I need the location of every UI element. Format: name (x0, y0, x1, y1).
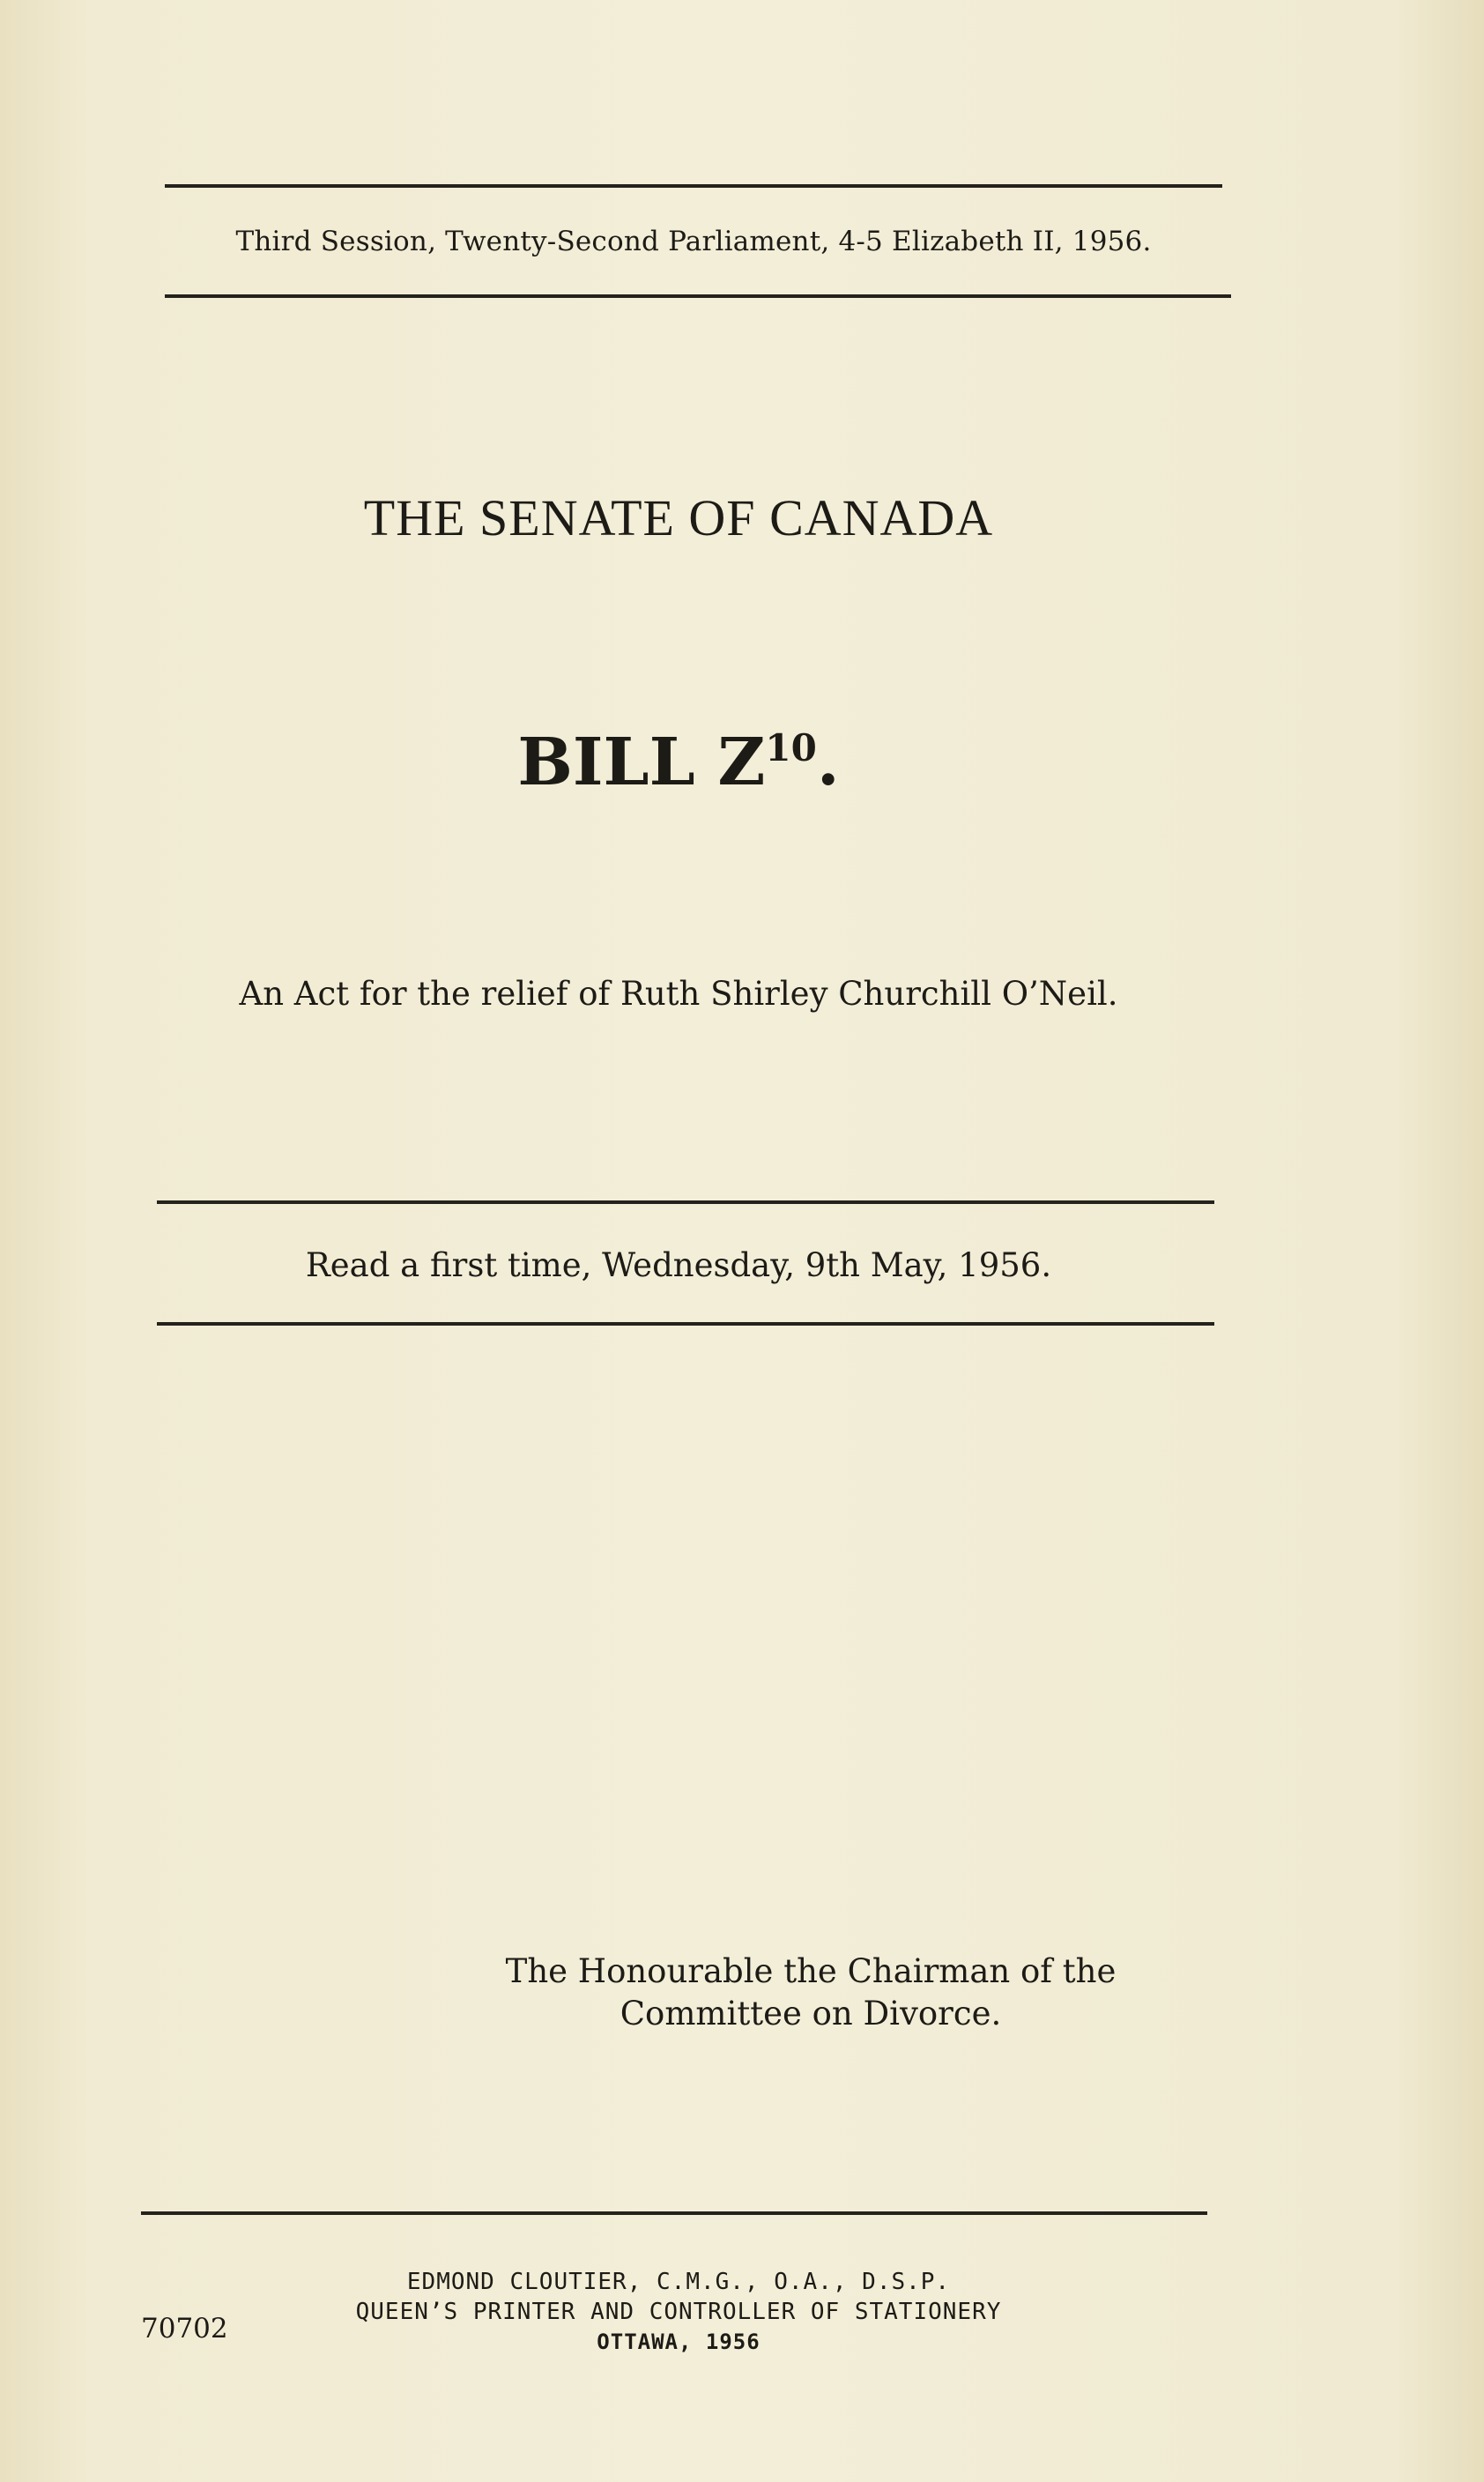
first-reading-line: Read a first time, Wednesday, 9th May, 1956. (305, 1246, 1052, 1284)
printer-city-year: OTTAWA, 1956 (597, 2330, 761, 2354)
bill-number (0, 725, 1357, 800)
bill-superscript: 10 (765, 726, 817, 769)
act-rule (157, 1200, 1214, 1204)
reading-rule (157, 1322, 1214, 1326)
session-rule (165, 294, 1231, 298)
chamber-title: THE SENATE OF CANADA (363, 489, 994, 546)
top-rule (165, 184, 1222, 188)
printer-name: EDMOND CLOUTIER, C.M.G., O.A., D.S.P. (406, 2269, 951, 2295)
sponsor-line-2: Committee on Divorce. (620, 1995, 1002, 2032)
sponsor (458, 1951, 1163, 2035)
footer-rule (141, 2211, 1207, 2215)
act-title: An Act for the relief of Ruth Shirley Churchill O’Neil. (239, 975, 1118, 1013)
bill-prefix: BILL Z (517, 725, 766, 800)
printer-block (220, 2267, 1137, 2357)
bill-suffix: . (816, 725, 840, 800)
session-line: Third Session, Twenty-Second Parliament, 4-5 Elizabeth II, 1956. (235, 226, 1152, 257)
sponsor-line-1: The Honourable the Chairman of the (505, 1952, 1117, 1990)
print-code: 70702 (141, 2313, 228, 2345)
printer-title: QUEEN’S PRINTER AND CONTROLLER OF STATIONERY (355, 2299, 1002, 2325)
